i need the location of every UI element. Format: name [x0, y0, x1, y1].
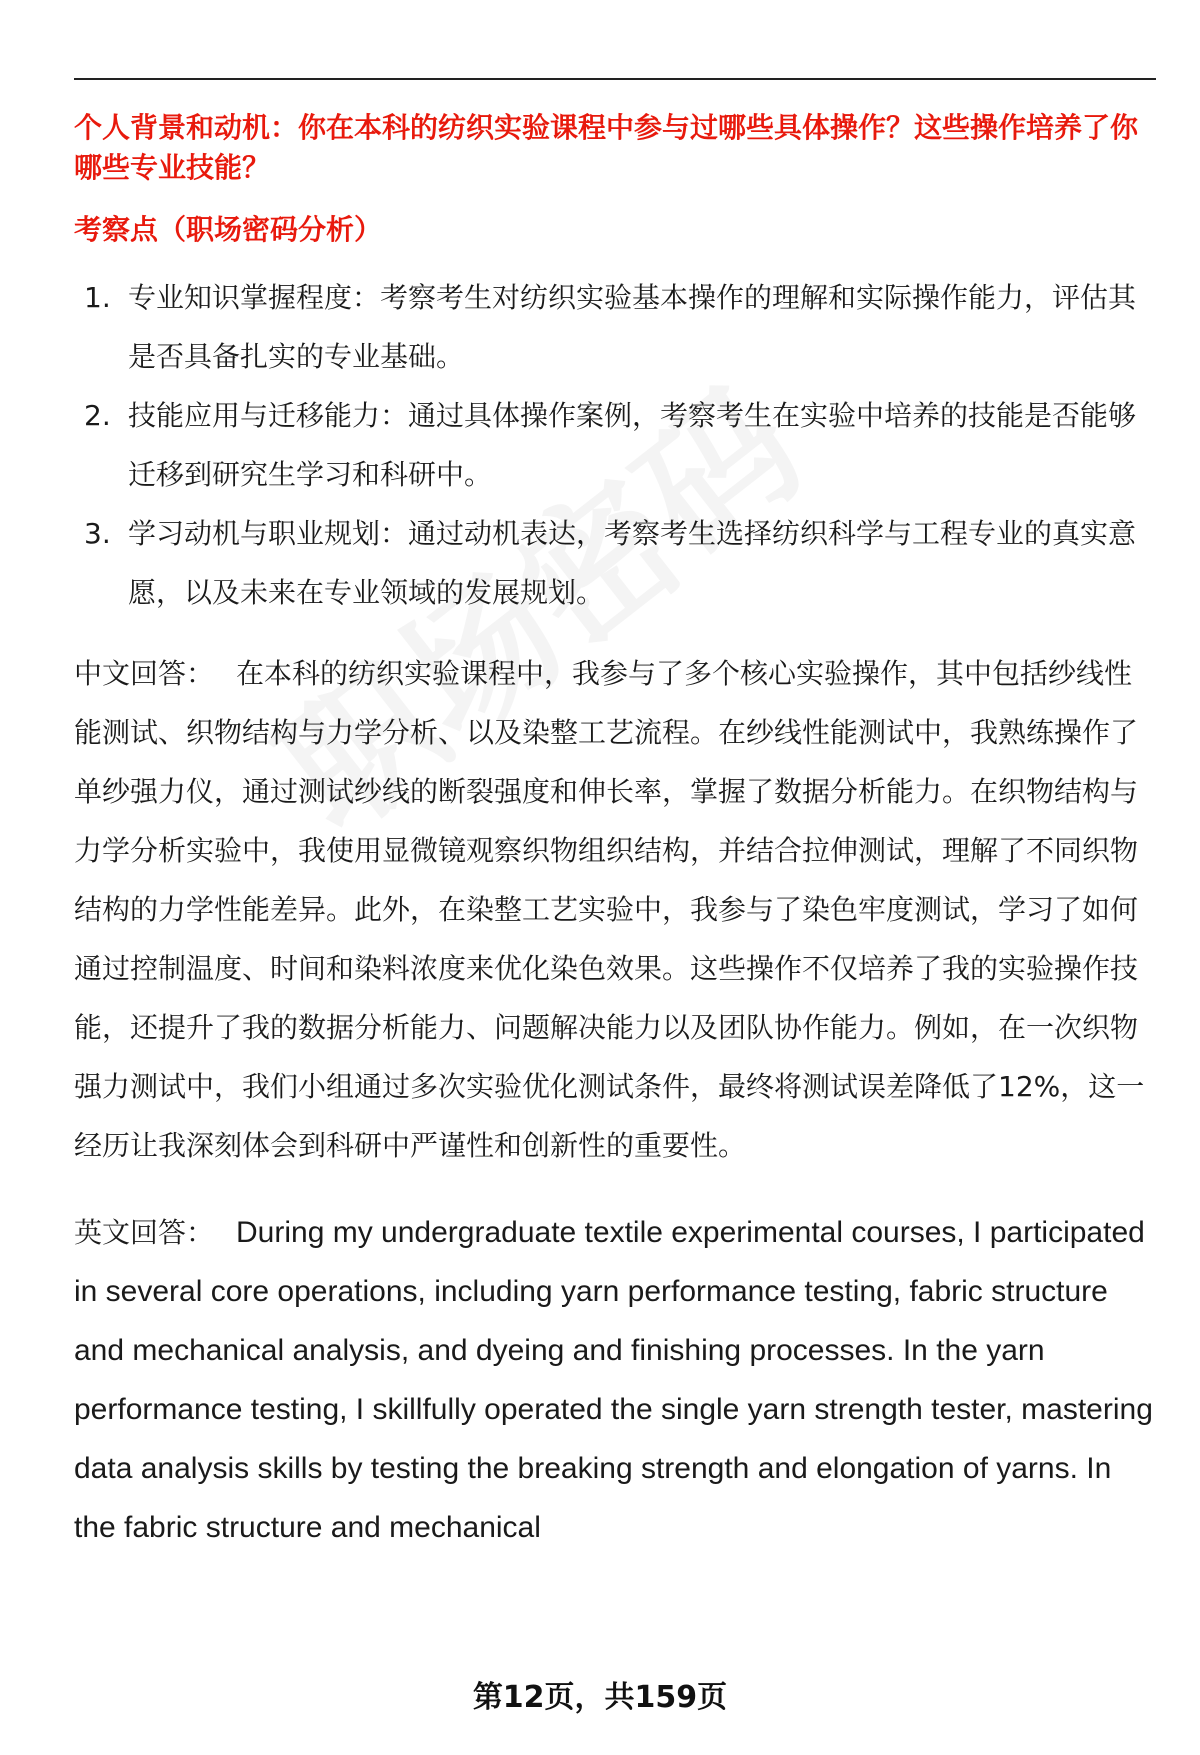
list-item-number: 3.	[84, 517, 111, 550]
list-item-number: 1.	[84, 281, 111, 314]
page-number-footer: 第12页，共159页	[472, 1680, 728, 1715]
assessment-points-list	[74, 268, 1156, 622]
question-heading: 个人背景和动机：你在本科的纺织实验课程中参与过哪些具体操作？这些操作培养了你哪些专业技能？	[74, 111, 1139, 184]
list-item-number: 2.	[84, 399, 111, 432]
list-item	[74, 386, 1156, 504]
list-item-text: 学习动机与职业规划：通过动机表达，考察考生选择纺织科学与工程专业的真实意愿，以及未来在专业领域的发展规划。	[128, 517, 1137, 609]
content	[74, 108, 1156, 1557]
list-item	[74, 504, 1156, 622]
list-item-text: 专业知识掌握程度：考察考生对纺织实验基本操作的理解和实际操作能力，评估其是否具备扎实的专业基础。	[128, 281, 1137, 373]
section-title: 考察点（职场密码分析）	[74, 213, 383, 246]
chinese-answer	[74, 644, 1156, 1175]
chinese-answer-label: 中文回答：	[74, 657, 215, 690]
list-item	[74, 268, 1156, 386]
english-answer-text: During my undergraduate textile experimental courses, I participated in several core operations, including yarn performance testing, fabric structure and mechanical analysis, and dyeing and finishing processes. In the yarn performance testing, I skillfully operated the single yarn strength tester, mastering data analysis skills by testing the breaking strength and elongation of yarns. In the fabric structure and mechanical	[74, 1216, 1153, 1544]
english-answer	[74, 1203, 1156, 1557]
english-answer-label: 英文回答：	[74, 1216, 215, 1249]
chinese-answer-text: 在本科的纺织实验课程中，我参与了多个核心实验操作，其中包括纱线性能测试、织物结构与力学分析、以及染整工艺流程。在纱线性能测试中，我熟练操作了单纱强力仪，通过测试纱线的断裂强度和伸长率，掌握了数据分析能力。在织物结构与力学分析实验中，我使用显微镜观察织物组织结构，并结合拉伸测试，理解了不同织物结构的力学性能差异。此外，在染整工艺实验中，我参与了染色牢度测试，学习了如何通过控制温度、时间和染料浓度来优化染色效果。这些操作不仅培养了我的实验操作技能，还提升了我的数据分析能力、问题解决能力以及团队协作能力。例如，在一次织物强力测试中，我们小组通过多次实验优化测试条件，最终将测试误差降低了12%，这一经历让我深刻体会到科研中严谨性和创新性的重要性。	[74, 657, 1145, 1162]
top-rule	[74, 78, 1156, 80]
list-item-text: 技能应用与迁移能力：通过具体操作案例，考察考生在实验中培养的技能是否能够迁移到研究生学习和科研中。	[128, 399, 1137, 491]
